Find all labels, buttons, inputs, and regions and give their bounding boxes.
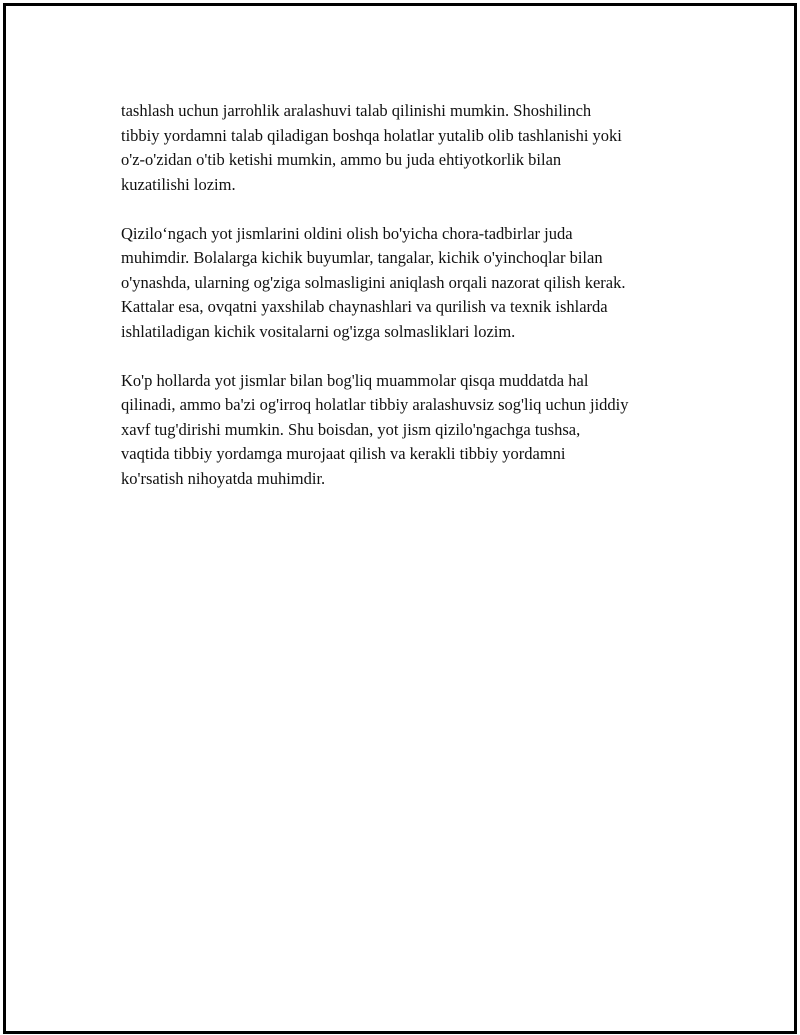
- text-line: ishlatiladigan kichik vositalarni og'izga solmasliklari lozim.: [121, 321, 516, 341]
- paragraph-2: [121, 222, 696, 345]
- text-line: xavf tug'dirishi mumkin. Shu boisdan, yot jism qizilo'ngachga tushsa,: [121, 419, 581, 439]
- document-body: [121, 99, 696, 516]
- paragraph-1: [121, 99, 696, 197]
- paragraph-3: [121, 369, 696, 492]
- text-line: o'z-o'zidan o'tib ketishi mumkin, ammo bu juda ehtiyotkorlik bilan: [121, 150, 562, 169]
- page-frame: [3, 3, 797, 1034]
- text-line: tibbiy yordamni talab qiladigan boshqa holatlar yutalib olib tashlanishi yoki: [121, 125, 622, 145]
- text-line: qilinadi, ammo ba'zi og'irroq holatlar tibbiy aralashuvsiz sog'liq uchun jiddiy: [121, 395, 629, 414]
- text-line: kuzatilishi lozim.: [121, 174, 236, 194]
- text-line: Kattalar esa, ovqatni yaxshilab chaynashlari va qurilish va texnik ishlarda: [121, 297, 608, 316]
- text-line: tashlash uchun jarrohlik aralashuvi talab qilinishi mumkin. Shoshilinch: [121, 101, 592, 120]
- text-line: Qizilo‘ngach yot jismlarini oldini olish bo'yicha chora-tadbirlar juda: [121, 223, 573, 243]
- text-line: ko'rsatish nihoyatda muhimdir.: [121, 468, 326, 488]
- text-line: muhimdir. Bolalarga kichik buyumlar, tangalar, kichik o'yinchoqlar bilan: [121, 248, 603, 267]
- text-line: o'ynashda, ularning og'ziga solmasligini aniqlash orqali nazorat qilish kerak.: [121, 272, 626, 292]
- text-line: vaqtida tibbiy yordamga murojaat qilish va kerakli tibbiy yordamni: [121, 444, 566, 463]
- text-line: Ko'p hollarda yot jismlar bilan bog'liq muammolar qisqa muddatda hal: [121, 370, 589, 390]
